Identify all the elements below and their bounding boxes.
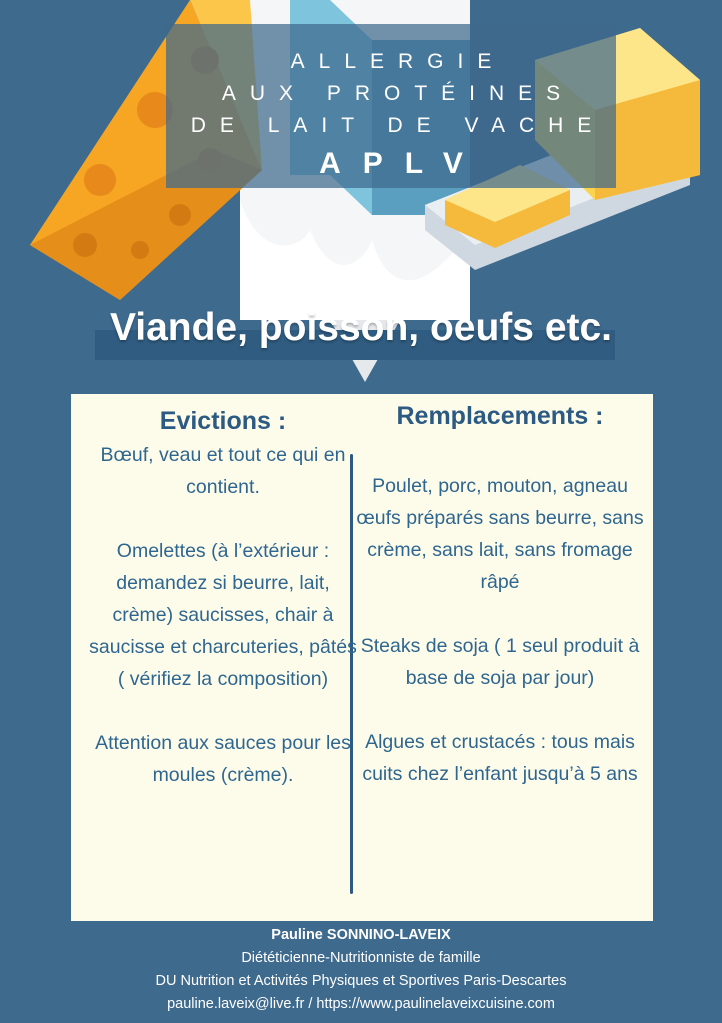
- title-line-2: AUX PROTÉINES: [221, 82, 575, 105]
- title-banner: [166, 24, 616, 188]
- remplacement-item: Algues et crustacés : tous mais cuits chez l’enfant jusqu’à 5 ans: [362, 731, 638, 785]
- author-role: Diététicienne-Nutritionniste de famille: [241, 950, 481, 966]
- remplacement-item: Poulet, porc, mouton, agneau œufs préparés sans beurre, sans crème, sans lait, sans fromage râpé: [356, 475, 644, 593]
- remplacement-item: Steaks de soja ( 1 seul produit à base de soja par jour): [360, 635, 640, 689]
- footer: [0, 924, 722, 1016]
- section-heading: Viande, poisson, oeufs etc.: [109, 306, 613, 349]
- title-line-1: ALLERGIE: [290, 50, 506, 73]
- title-acronym: APLV: [319, 147, 485, 180]
- title-line-3: DE LAIT DE VACHE: [190, 114, 606, 137]
- evictions-heading: Evictions :: [159, 407, 287, 435]
- eviction-item: Omelettes (à l’extérieur : demandez si beurre, lait, crème) saucisses, chair à saucisse et charcuteries, pâtés ( vérifiez la composition): [89, 540, 357, 690]
- eviction-item: Attention aux sauces pour les moules (crème).: [95, 732, 351, 786]
- author-diploma: DU Nutrition et Activités Physiques et Sportives Paris-Descartes: [155, 973, 567, 989]
- remplacements-heading: Remplacements :: [396, 402, 604, 430]
- remplacements-column: [352, 398, 648, 790]
- author-contact: pauline.laveix@live.fr / https://www.paulinelaveixcuisine.com: [167, 996, 555, 1012]
- evictions-column: [88, 403, 358, 791]
- eviction-item: Bœuf, veau et tout ce qui en contient.: [100, 444, 346, 498]
- author-name: Pauline SONNINO-LAVEIX: [271, 927, 451, 943]
